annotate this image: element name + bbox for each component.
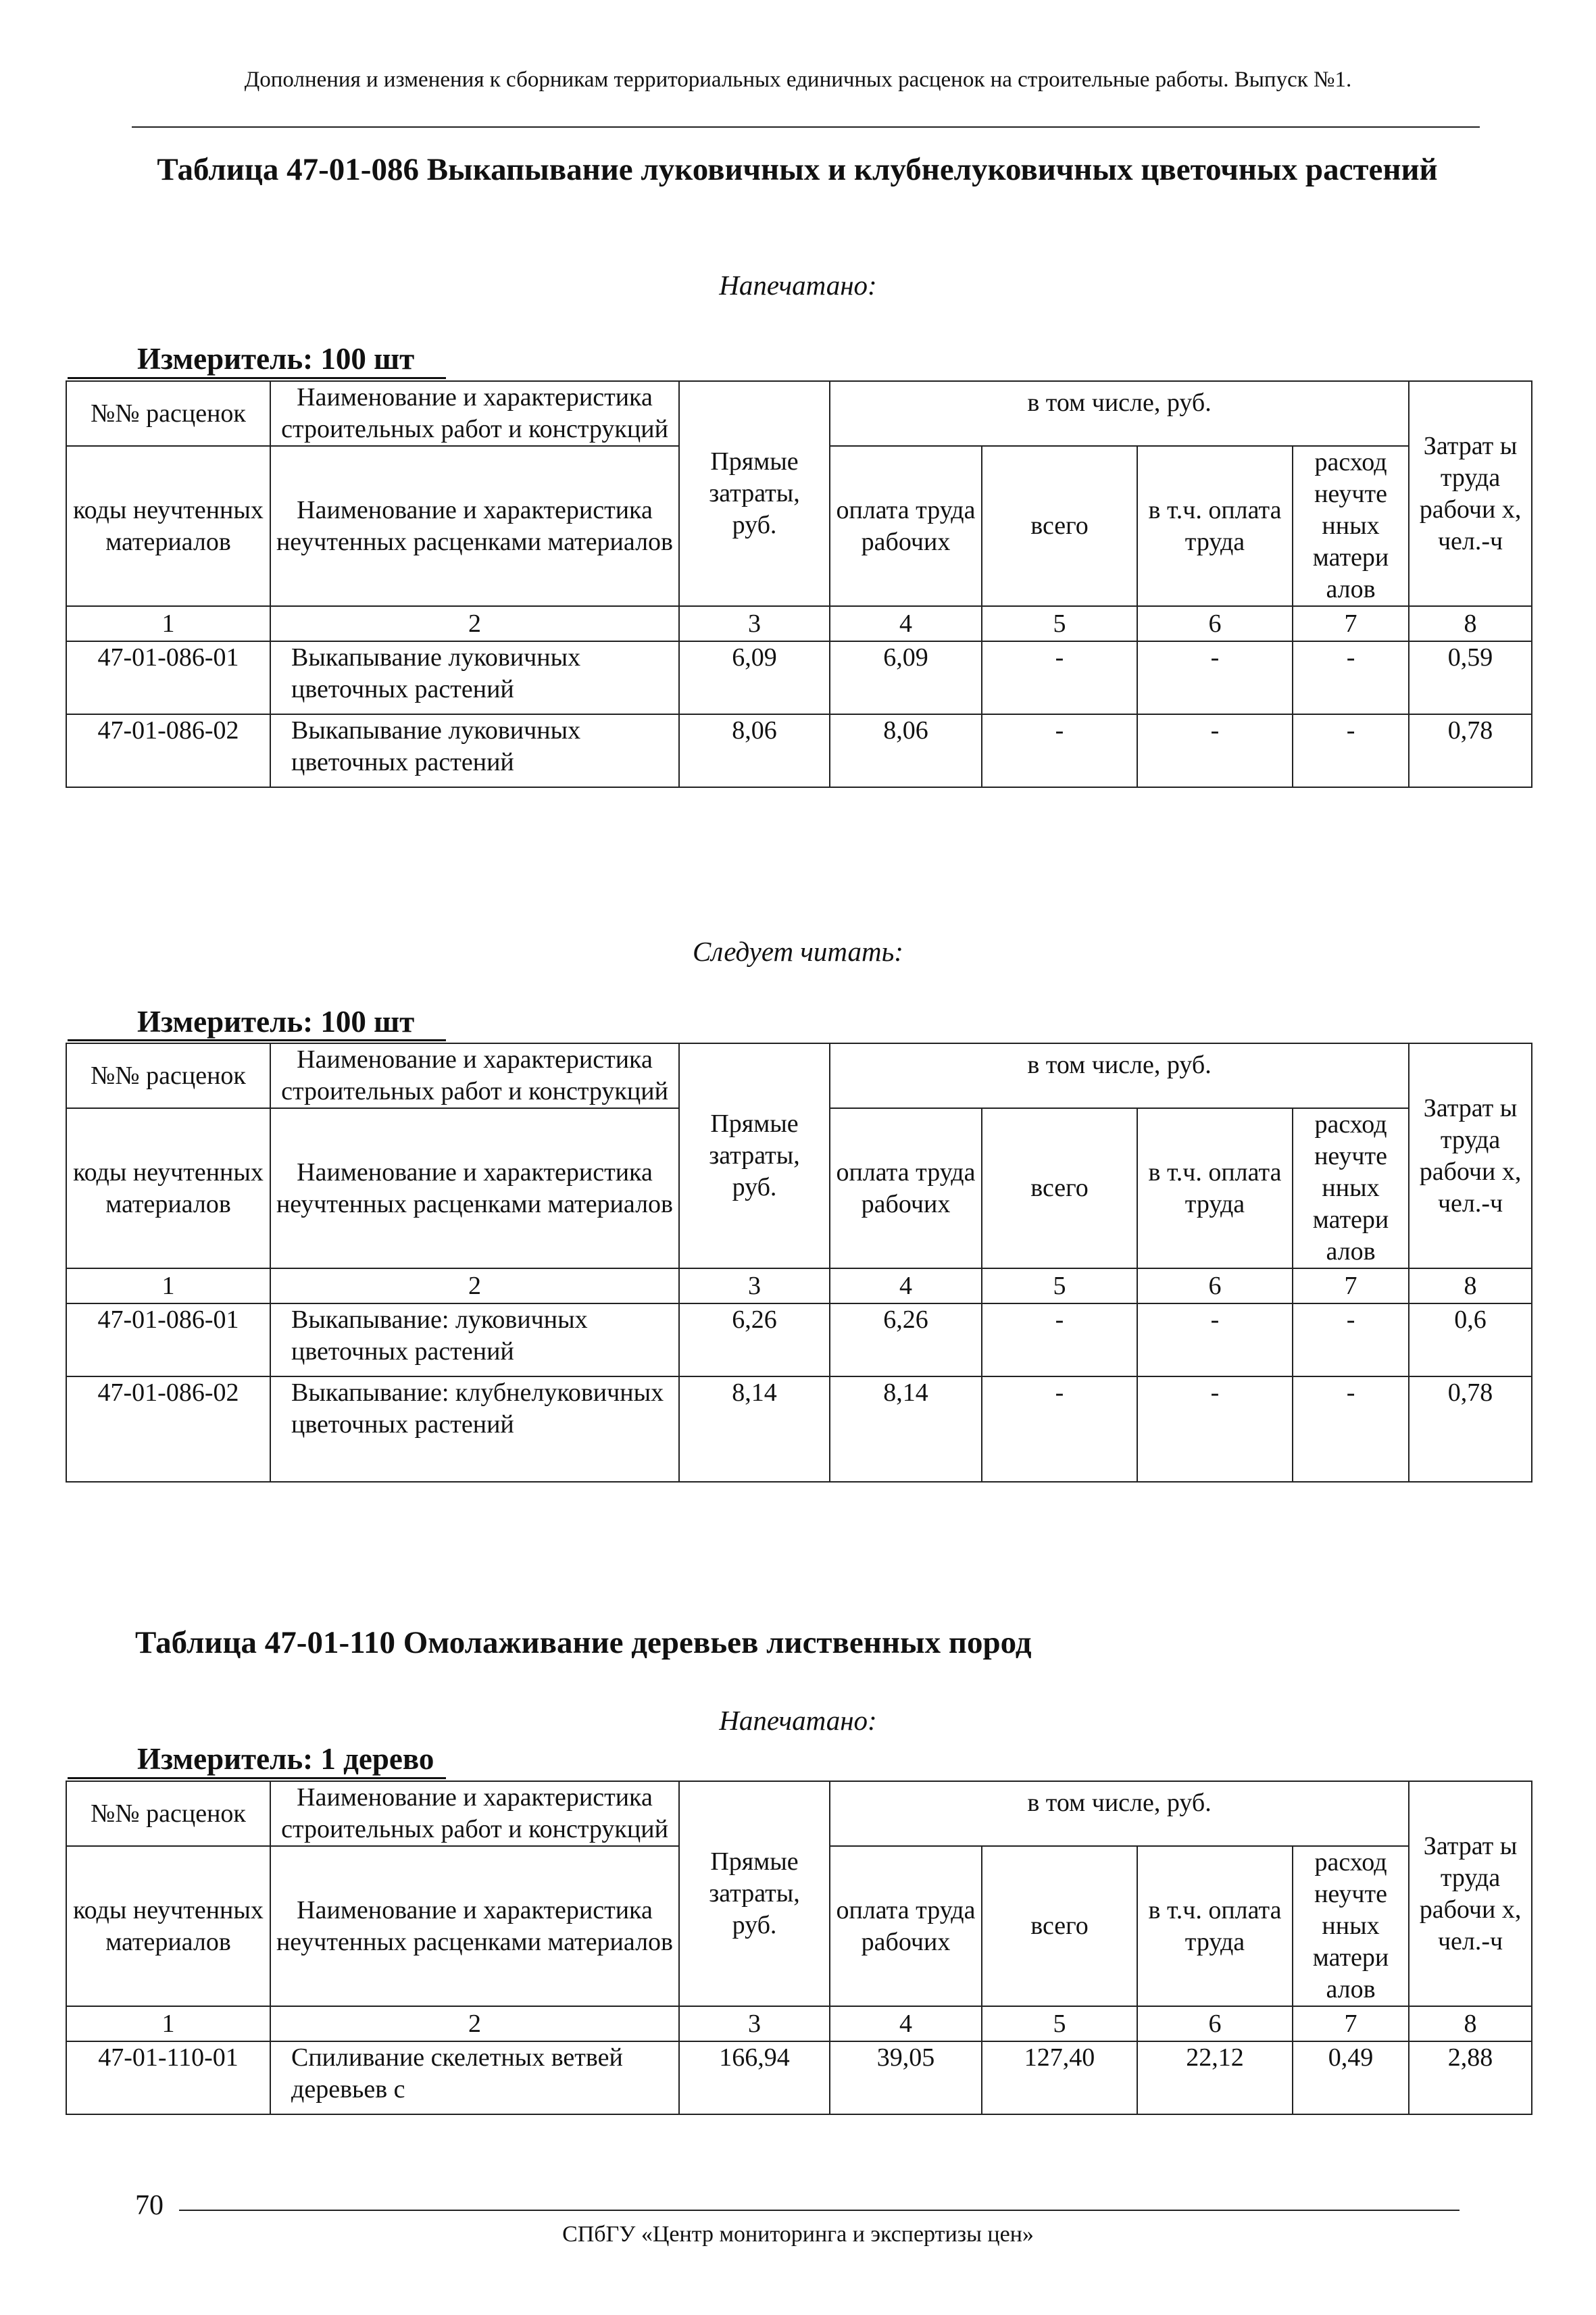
col-name-header: Наименование и характеристика строительных работ и конструкций [270, 381, 679, 446]
meter-rule-1 [68, 377, 446, 379]
machines-wage: - [1137, 1303, 1293, 1376]
col-direct-header: Прямые затраты, руб. [679, 381, 830, 606]
col-code-header: №№ расценок [66, 1043, 270, 1108]
should-read-label: Следует читать: [693, 936, 903, 967]
labor-cost: 0,78 [1409, 714, 1532, 787]
col-wage-header: оплата труда рабочих [830, 446, 982, 606]
col-number: 4 [830, 2006, 982, 2041]
col-incl-header: в том числе, руб. [830, 1043, 1409, 1108]
col-number: 2 [270, 2006, 679, 2041]
col-number: 8 [1409, 1268, 1532, 1303]
rate-name: Выкапывание: клубнелуковичных цветочных растений [270, 1376, 679, 1482]
printed-label-2: Напечатано: [719, 1705, 877, 1736]
rates-table-printed-086 [66, 380, 1532, 788]
col-labor-header: Затрат ы труда рабочи х, чел.-ч [1409, 381, 1532, 606]
rates-table-correct-086 [66, 1043, 1532, 1483]
col-name-unaccounted-header: Наименование и характеристика неучтенных расценками материалов [270, 1108, 679, 1268]
footer-org: СПбГУ «Центр мониторинга и экспертизы цен» [562, 2222, 1034, 2247]
meter-label-3: Измеритель: 1 дерево [137, 1742, 434, 1776]
col-number: 6 [1137, 606, 1293, 641]
wage-cost: 39,05 [830, 2041, 982, 2114]
rate-code: 47-01-086-01 [66, 641, 270, 714]
meter-rule-3 [68, 1777, 446, 1779]
materials-cost: - [1293, 1303, 1409, 1376]
col-number: 1 [66, 2006, 270, 2041]
col-codes-unaccounted-header: коды неучтенных материалов [66, 446, 270, 606]
col-number: 5 [982, 606, 1137, 641]
printed-label-1: Напечатано: [719, 270, 877, 301]
table-row [66, 714, 1532, 787]
machines-wage: 22,12 [1137, 2041, 1293, 2114]
wage-cost: 8,06 [830, 714, 982, 787]
col-total-header: всего [982, 1108, 1137, 1268]
machines-total: - [982, 641, 1137, 714]
rate-code: 47-01-086-02 [66, 714, 270, 787]
col-number: 4 [830, 606, 982, 641]
col-number: 7 [1293, 2006, 1409, 2041]
col-number: 2 [270, 606, 679, 641]
rate-code: 47-01-086-02 [66, 1376, 270, 1482]
col-number: 7 [1293, 606, 1409, 641]
machines-total: - [982, 1376, 1137, 1482]
col-direct-header: Прямые затраты, руб. [679, 1043, 830, 1268]
col-name-header: Наименование и характеристика строительных работ и конструкций [270, 1781, 679, 1846]
col-number: 1 [66, 606, 270, 641]
wage-cost: 8,14 [830, 1376, 982, 1482]
labor-cost: 2,88 [1409, 2041, 1532, 2114]
machines-wage: - [1137, 1376, 1293, 1482]
materials-cost: - [1293, 1376, 1409, 1482]
table-row [66, 2041, 1532, 2114]
col-number: 6 [1137, 2006, 1293, 2041]
col-incl-header: в том числе, руб. [830, 1781, 1409, 1846]
table-title-47-01-086: Таблица 47-01-086 Выкапывание луковичных и клубнелуковичных цветочных растений [157, 152, 1438, 187]
col-number: 3 [679, 606, 830, 641]
machines-total: - [982, 714, 1137, 787]
meter-rule-2 [68, 1039, 446, 1041]
col-materials-header: расход неучте нных матери алов [1293, 446, 1409, 606]
col-number: 5 [982, 1268, 1137, 1303]
page-header: Дополнения и изменения к сборникам территориальных единичных расценок на строительные работы. Выпуск №1. [244, 68, 1352, 92]
table-row [66, 1303, 1532, 1376]
machines-wage: - [1137, 641, 1293, 714]
table-title-47-01-110: Таблица 47-01-110 Омолаживание деревьев лиственных пород [135, 1625, 1032, 1660]
col-codes-unaccounted-header: коды неучтенных материалов [66, 1846, 270, 2006]
rate-name: Выкапывание: луковичных цветочных растений [270, 1303, 679, 1376]
materials-cost: - [1293, 641, 1409, 714]
rate-code: 47-01-086-01 [66, 1303, 270, 1376]
rates-table-printed-110 [66, 1781, 1532, 2115]
wage-cost: 6,09 [830, 641, 982, 714]
col-incl-header: в том числе, руб. [830, 381, 1409, 446]
col-name-unaccounted-header: Наименование и характеристика неучтенных расценками материалов [270, 1846, 679, 2006]
col-number: 7 [1293, 1268, 1409, 1303]
col-number: 8 [1409, 606, 1532, 641]
meter-label-1: Измеритель: 100 шт [137, 342, 415, 376]
table-row [66, 641, 1532, 714]
col-wage-header: оплата труда рабочих [830, 1846, 982, 2006]
rate-name: Спиливание скелетных ветвей деревьев с [270, 2041, 679, 2114]
page-number: 70 [135, 2190, 164, 2221]
table-row [66, 1376, 1532, 1482]
wage-cost: 6,26 [830, 1303, 982, 1376]
machines-total: 127,40 [982, 2041, 1137, 2114]
col-number: 6 [1137, 1268, 1293, 1303]
machines-wage: - [1137, 714, 1293, 787]
direct-cost: 166,94 [679, 2041, 830, 2114]
labor-cost: 0,59 [1409, 641, 1532, 714]
direct-cost: 8,14 [679, 1376, 830, 1482]
col-materials-header: расход неучте нных матери алов [1293, 1108, 1409, 1268]
col-number: 5 [982, 2006, 1137, 2041]
col-wage-header: оплата труда рабочих [830, 1108, 982, 1268]
meter-label-2: Измеритель: 100 шт [137, 1005, 415, 1039]
footer-rule [179, 2210, 1460, 2211]
col-code-header: №№ расценок [66, 381, 270, 446]
col-codes-unaccounted-header: коды неучтенных материалов [66, 1108, 270, 1268]
col-incl-wage-header: в т.ч. оплата труда [1137, 1108, 1293, 1268]
materials-cost: - [1293, 714, 1409, 787]
col-number: 3 [679, 1268, 830, 1303]
col-labor-header: Затрат ы труда рабочи х, чел.-ч [1409, 1781, 1532, 2006]
rate-name: Выкапывание луковичных цветочных растений [270, 641, 679, 714]
col-name-unaccounted-header: Наименование и характеристика неучтенных расценками материалов [270, 446, 679, 606]
direct-cost: 6,26 [679, 1303, 830, 1376]
col-number: 8 [1409, 2006, 1532, 2041]
col-incl-wage-header: в т.ч. оплата труда [1137, 446, 1293, 606]
materials-cost: 0,49 [1293, 2041, 1409, 2114]
col-total-header: всего [982, 1846, 1137, 2006]
col-labor-header: Затрат ы труда рабочи х, чел.-ч [1409, 1043, 1532, 1268]
col-number: 3 [679, 2006, 830, 2041]
rate-name: Выкапывание луковичных цветочных растений [270, 714, 679, 787]
col-code-header: №№ расценок [66, 1781, 270, 1846]
col-number: 2 [270, 1268, 679, 1303]
machines-total: - [982, 1303, 1137, 1376]
labor-cost: 0,6 [1409, 1303, 1532, 1376]
rate-code: 47-01-110-01 [66, 2041, 270, 2114]
col-name-header: Наименование и характеристика строительных работ и конструкций [270, 1043, 679, 1108]
direct-cost: 8,06 [679, 714, 830, 787]
col-number: 4 [830, 1268, 982, 1303]
col-direct-header: Прямые затраты, руб. [679, 1781, 830, 2006]
col-total-header: всего [982, 446, 1137, 606]
header-rule [132, 126, 1480, 128]
col-incl-wage-header: в т.ч. оплата труда [1137, 1846, 1293, 2006]
direct-cost: 6,09 [679, 641, 830, 714]
col-materials-header: расход неучте нных матери алов [1293, 1846, 1409, 2006]
col-number: 1 [66, 1268, 270, 1303]
labor-cost: 0,78 [1409, 1376, 1532, 1482]
